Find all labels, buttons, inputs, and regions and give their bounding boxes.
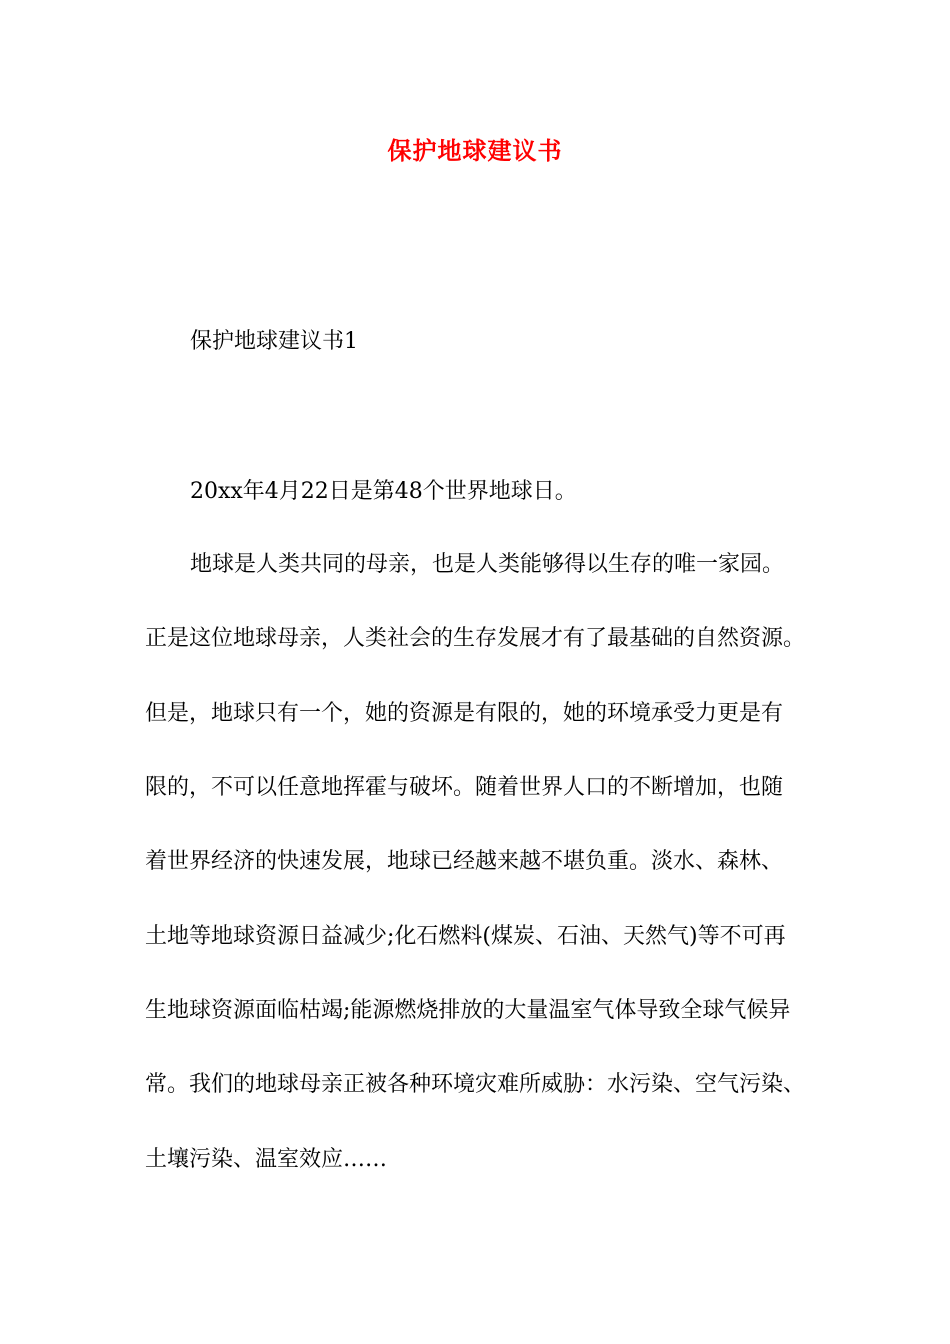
paragraph-line: 土地等地球资源日益减少;化石燃料(煤炭、石油、天然气)等不可再 [145,924,786,949]
paragraph-line: 正是这位地球母亲，人类社会的生存发展才有了最基础的自然资源。 [145,626,806,651]
section-heading: 保护地球建议书1 [190,329,358,354]
document-title: 保护地球建议书 [387,136,563,165]
paragraph-line: 生地球资源面临枯竭;能源燃烧排放的大量温室气体导致全球气候异 [145,998,791,1023]
paragraph-line: 土壤污染、温室效应…… [145,1147,388,1172]
paragraph-line: 地球是人类共同的母亲，也是人类能够得以生存的唯一家园。 [190,552,785,577]
paragraph-line: 着世界经济的快速发展，地球已经越来越不堪负重。淡水、森林、 [145,849,784,874]
paragraph-line: 但是，地球只有一个，她的资源是有限的，她的环境承受力更是有 [145,701,784,726]
paragraph-line: 常。我们的地球母亲正被各种环境灾难所威胁：水污染、空气污染、 [145,1072,806,1097]
paragraph-line: 限的，不可以任意地挥霍与破坏。随着世界人口的不断增加，也随 [145,775,784,800]
paragraph-date: 20xx年4月22日是第48个世界地球日。 [190,479,577,504]
